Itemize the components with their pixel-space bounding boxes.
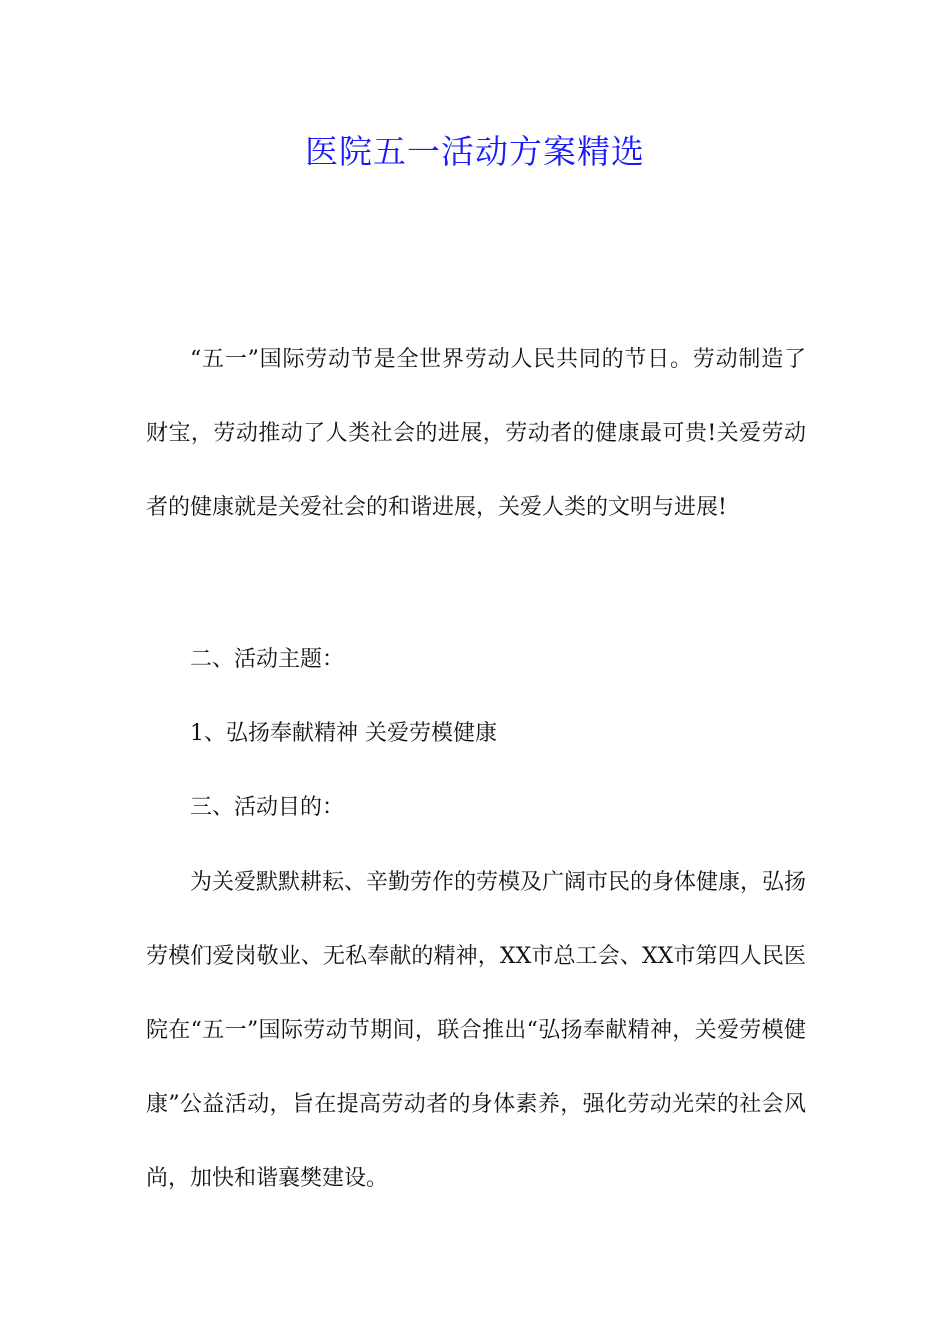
section-heading-theme-block [146,623,806,697]
theme-item: 1、弘扬奉献精神 关爱劳模健康 [190,721,497,746]
section-heading-purpose: 三、活动目的： [190,795,345,820]
document-title: 医院五一活动方案精选 [305,132,645,171]
intro-paragraph: “五一”国际劳动节是全世界劳动人民共同的节日。劳动制造了财宝，劳动推动了人类社会的进展，劳动者的健康最可贵!关爱劳动者的健康就是关爱社会的和谐进展，关爱人类的文明与进展! [146,347,806,520]
intro-paragraph-block [146,323,806,545]
purpose-paragraph: 为关爱默默耕耘、辛勤劳作的劳模及广阔市民的身体健康，弘扬劳模们爱岗敬业、无私奉献的精神，XX市总工会、XX市第四人民医院在“五一”国际劳动节期间，联合推出“弘扬奉献精神，关爱劳模健康”公益活动，旨在提高劳动者的身体素养，强化劳动光荣的社会风尚，加快和谐襄樊建设。 [146,870,807,1191]
purpose-paragraph-block [146,846,806,1216]
section-heading-purpose-block [146,771,806,845]
section-heading-theme: 二、活动主题： [190,647,345,672]
theme-item-block [146,697,806,771]
